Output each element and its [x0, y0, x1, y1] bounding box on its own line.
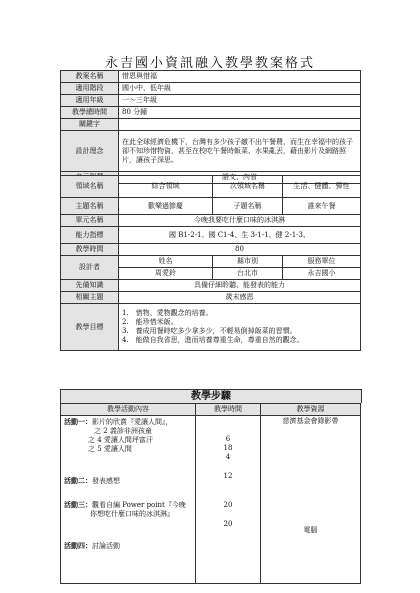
activity1-text: 影片的欣賞『愛讓人間』， — [92, 418, 173, 426]
activity1-sub: 之 2 義診非洲孩童 — [94, 427, 152, 435]
activity4-text: 討論活動 — [92, 542, 120, 550]
teach-time-value: 80 — [119, 244, 361, 256]
sub-theme-label: 子題名稱 — [213, 198, 283, 215]
related-label: 相關主題 — [61, 292, 119, 304]
activity1-sub: 之 5 愛讓人間 — [88, 445, 132, 453]
info-table — [60, 70, 361, 184]
time-value: 20 — [223, 520, 233, 528]
grade-label: 適用年級 — [61, 95, 119, 107]
steps-table — [60, 403, 361, 584]
grade-value: 一～三年級 — [119, 95, 361, 107]
steps-content — [61, 416, 196, 584]
time-value: 12 — [223, 472, 233, 480]
designer-unit: 永吉國小 — [283, 268, 361, 280]
goal-item: 1. 惜物、愛物觀念的培養。 — [122, 309, 213, 317]
designer-label: 設計者 — [61, 256, 119, 280]
steps-title: 教學步驟 — [60, 389, 362, 403]
activity1-head: 活動一： — [64, 417, 92, 426]
designer-header-city: 縣市別 — [213, 256, 283, 268]
steps-header-resource: 教學資源 — [261, 404, 361, 416]
time-value: 6 — [225, 435, 231, 443]
sub-domain-value: 生活、健體、彈性 — [283, 176, 361, 198]
concept-value: 在此全球經濟危機下，台灣有多少孩子繳不出午餐費，而生在幸福中的孩子卻不知珍惜物資，甚至在校吃午餐時飯菜、水果亂丟，藉由影片及網路照片，讓孩子深思。 — [119, 131, 361, 172]
activity3-head: 活動三： — [64, 500, 92, 509]
related-value: 歲末感恩 — [119, 292, 361, 304]
goals-label: 教學目標 — [61, 304, 119, 351]
stage-label: 適用階段 — [61, 83, 119, 95]
page-title: 永吉國小資訊融入教學教案格式 — [104, 56, 315, 71]
time-label: 教學總時間 — [61, 107, 119, 119]
sub-domain-label: 次領域名稱 — [213, 176, 283, 198]
designer-header-unit: 服務單位 — [283, 256, 361, 268]
activity1-sub: 之 4 愛讓人間坪富汗 — [88, 436, 153, 444]
steps-resources — [261, 416, 361, 584]
activity3-text2: 你想吃什麼口味的冰淇淋』 — [90, 510, 174, 518]
designer-header-name: 姓名 — [119, 256, 213, 268]
teach-time-label: 教學時間 — [61, 244, 119, 256]
domain-label: 領域名稱 — [61, 176, 119, 198]
detail-table — [60, 175, 361, 351]
steps-times — [196, 416, 261, 584]
activity2-head: 活動二： — [64, 476, 92, 485]
concept-label: 設計理念 — [61, 131, 119, 172]
theme-value: 歡樂過節慶 — [119, 198, 213, 215]
steps-header-time: 教學時間 — [196, 404, 261, 416]
course-name-value: 惜恩與惜福 — [119, 71, 361, 83]
intelligence-value: 語文、內省 — [119, 172, 361, 184]
time-value: 4 — [225, 453, 231, 461]
time-value: 18 — [223, 444, 233, 452]
keywords-label: 關鍵字 — [61, 119, 119, 131]
goal-item: 4. 能做自我省思，進而培養尊重生命，尊重自然的觀念。 — [122, 336, 304, 344]
prior-label: 先備知識 — [61, 280, 119, 292]
indicators-label: 能力指標 — [61, 227, 119, 244]
unit-label: 單元名稱 — [61, 215, 119, 227]
sub-theme-value: 誰來午餐 — [283, 198, 361, 215]
domain-value: 綜合領域 — [119, 176, 213, 198]
unit-value: 今晚我要吃什麼口味的冰淇淋 — [119, 215, 361, 227]
goal-item: 2. 能珍惜米飯。 — [122, 318, 178, 326]
indicators-value: 國 B1-2-1、國 C1-4、生 3-1-1、健 2-1-3、 — [119, 227, 361, 244]
designer-city: 台北市 — [213, 268, 283, 280]
steps-header-content: 教學活動內容 — [61, 404, 196, 416]
activity4-head: 活動四： — [64, 541, 92, 550]
activity3-text: 觀看自編 Power point『今晚 — [92, 501, 186, 509]
goals-value — [119, 304, 361, 351]
activity2-text: 發表感想 — [92, 477, 120, 485]
time-value: 20 — [223, 501, 233, 509]
designer-name: 周愛鈴 — [119, 268, 213, 280]
prior-value: 具備仔細聆聽、能發表的能力 — [119, 280, 361, 292]
keywords-value — [119, 119, 361, 131]
stage-value: 國小中、低年級 — [119, 83, 361, 95]
resource-video: 慈濟基金會錄影帶 — [282, 417, 339, 425]
resource-computer: 電腦 — [303, 526, 318, 534]
course-name-label: 教案名稱 — [61, 71, 119, 83]
time-value: 80 分鐘 — [119, 107, 361, 119]
theme-label: 主題名稱 — [61, 198, 119, 215]
goal-item: 3. 養成用餐時吃多少拿多少，不輕易倒掉飯菜的習慣。 — [122, 327, 297, 335]
